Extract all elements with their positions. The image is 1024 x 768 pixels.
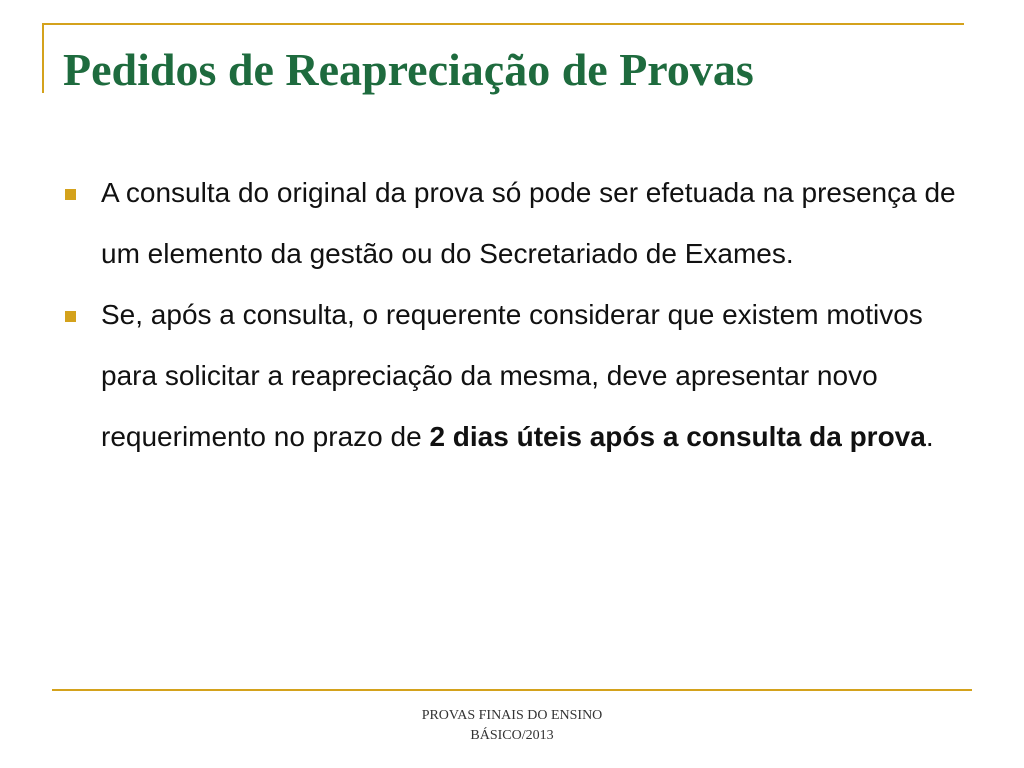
bullet-item <box>0 284 981 467</box>
footer-line-2: BÁSICO/2013 <box>470 728 554 743</box>
footer-divider <box>52 689 972 691</box>
top-frame-line <box>42 23 964 25</box>
slide-title: Pedidos de Reapreciação de Provas <box>63 44 754 95</box>
bullet-emphasis: 2 dias úteis após a consulta da prova <box>429 421 926 452</box>
bullet-list <box>0 162 981 467</box>
left-frame-line <box>42 23 44 93</box>
bullet-text: A consulta do original da prova só pode ser efetuada na presença de um elemento da gestão ou do Secretariado de Exames. <box>101 177 956 269</box>
footer <box>362 706 662 746</box>
bullet-item <box>0 162 981 284</box>
square-bullet-icon <box>65 189 76 200</box>
bullet-text: Se, após a consulta, o requerente considerar que existem motivos para solicitar a reapreciação da mesma, deve apresentar novo requerimento no prazo de <box>101 299 923 452</box>
footer-line-1: PROVAS FINAIS DO ENSINO <box>421 708 603 723</box>
square-bullet-icon <box>65 311 76 322</box>
bullet-text-end: . <box>925 421 934 452</box>
